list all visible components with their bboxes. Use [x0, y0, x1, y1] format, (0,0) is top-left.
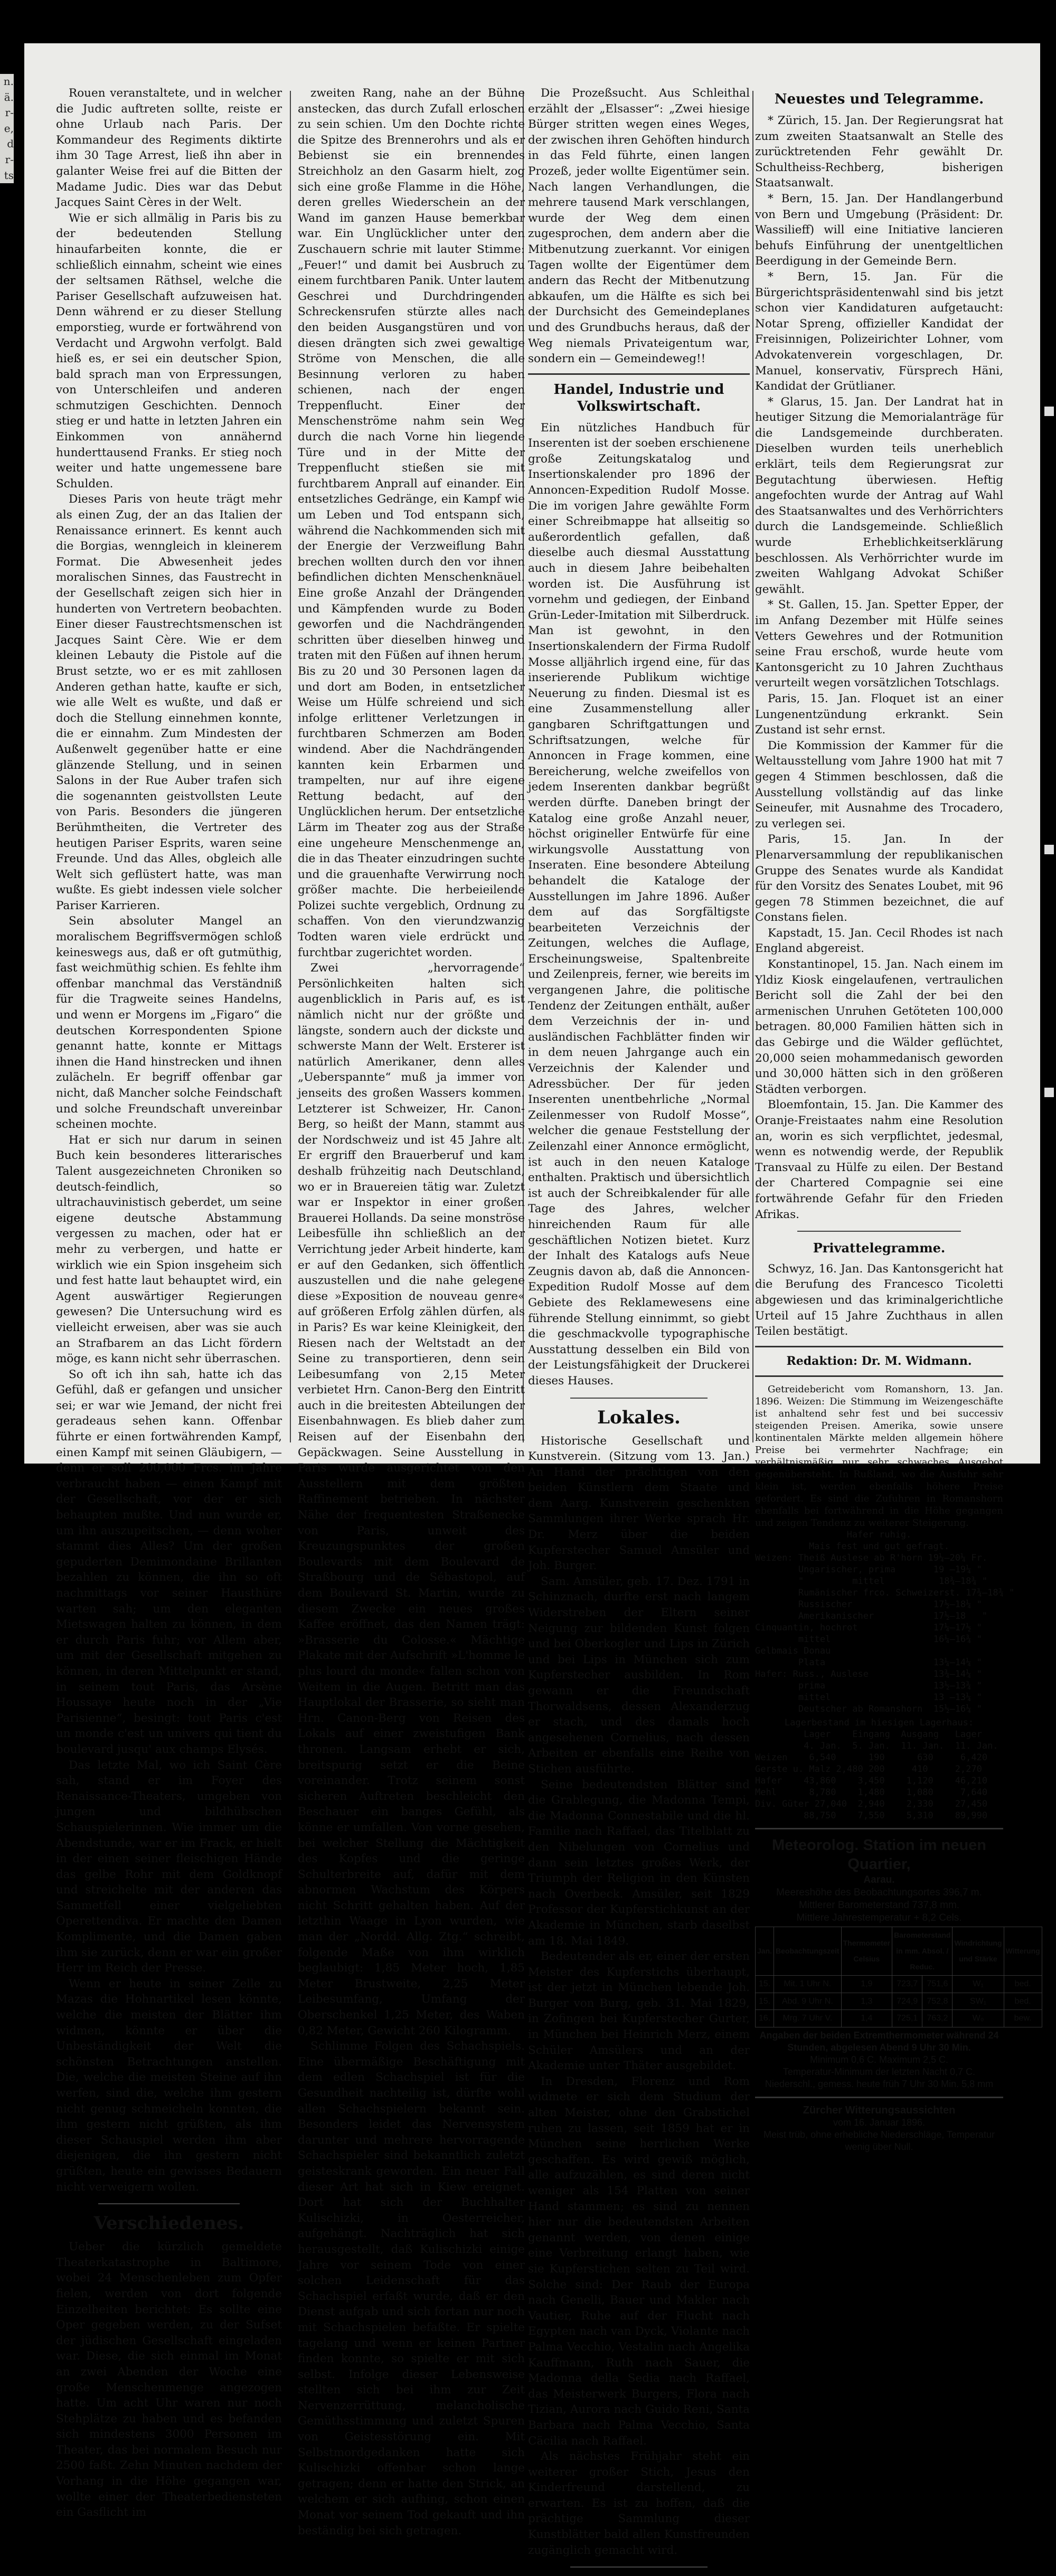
telegram: Paris, 15. Jan. Floquet ist an einer Lungenentzündung erkrankt. Sein Zustand ist sehr ernst.	[755, 692, 1003, 737]
section-divider	[570, 1398, 708, 1399]
table-cell: bed.	[1004, 1993, 1042, 2010]
column-1	[56, 86, 282, 2521]
table-header: Witterung	[1004, 1927, 1042, 1976]
paragraph: Hat er sich nur darum in seinen Buch kein besonderes litterarisches Talent ausgezeichneten Chroniken so deutsch-feindlich, so ultrachauvinistisch geberdet, um seine eigene deutsche Abstammung vergessen zu machen, oder hat er mehr zu verbergen, und hatte er wirklich wie ein Spion insgeheim sich und fest hatte laut behauptet wird, ein Agent auswärtiger Regierungen gewesen? Die Untersuchung wird es vielleicht erweisen, aber was sie auch an Strafbarem an das Licht fördern möge, es kann nicht sehr überraschen.	[56, 1133, 282, 1366]
section-heading-verschiedenes: Verschiedenes.	[93, 2213, 244, 2234]
table-row	[756, 1976, 1042, 1993]
grain-price-list: Weizen: Theiß Auslese ab R'horn 19¼–20¼ Fr. Ungarischer, prima 19 –19¼ " " mittel 18¾–18¾ " Rumänischer frco. Schweizerst. 17¾–18¾ " Russischer 17½–18¼ " Amerikanischer 17½–18 " Cinquantin, hochrot 17¼–17½ " mittel 16¼–16¾ " Gelbmais Donau Plata 13¼–14¼ " Hafer: Russ., Auslese 13¾–14¼ " prima 13½–13¾ " mittel 13 –13¼ " Deutscher ab Romanshorn 15½–16¼ "	[755, 1553, 1015, 1715]
edge-fragment: r-	[0, 152, 14, 168]
forecast-text: Meist trüb, ohne erhebliche Niederschläge, Temperatur wenig über Null.	[763, 2129, 995, 2152]
table-header: Jan.	[756, 1927, 774, 1976]
min-max-readout: Minimum 0,6 C. Maximum 2,5 C.	[809, 2054, 949, 2065]
table-cell: Mit. 1 Uhr N.	[774, 1976, 842, 1993]
section-divider	[98, 2203, 240, 2204]
paragraph: Wenn er heute in seiner Zelle zu Mazas die Hohnartikel lesen könnte, welche die meisten der Blätter ihm widmen, könnte er über die Unbeständigkeit der Welt die schönsten Betrachtungen anstellen. Die, welche die meisten Steine auf ihn werfen, sind die, welche ihm gestern nicht genug schmeicheln konnten, die ihm gestern nicht grüßten, als ihm dieser Schauspiel werden ihm aber diejenigen, die ihn gestern nicht grüßten, heute ein gewisses Bedauern nicht verweigern wollen.	[56, 1977, 282, 2194]
telegram: Bloemfontain, 15. Jan. Die Kammer des Oranje-Freistaates nahm eine Resolution an, worin es sich verpflichtet, jedesmal, wenn es notwendig werde, der Republik Transvaal zu Hülfe zu eilen. Der Bestand der Chartered Compagnie sei eine fortwährende Gefahr für den Frieden Afrikas.	[755, 1098, 1003, 1221]
table-cell: W₀	[953, 2010, 1004, 2027]
section-divider	[755, 1346, 1003, 1347]
night-minimum: Temperatur-Minimum der letzten Nacht 0,7 C.	[782, 2066, 976, 2077]
scan-margin-mark	[1044, 845, 1054, 854]
edge-fragment: ts	[0, 168, 14, 184]
paragraph: Ueber die kürzlich gemeldete Theaterkatastrophe in Baltimore, wobei 24 Menschenleben zum Opfer fielen, werden von dort folgende Einzelheiten berichtet: Es sollte eine Oper gegeben werden, zu der Sufset der jüdischen Gesellschaft eingeladen war. Diese, die sich einmal im Monat an zwei Abenden der Woche eine große Menschenmenge angezogen hatte. Um acht Uhr waren nur noch Stehplätze zu haben und es befanden sich mindestens 3000 Personen im Theater, das bei normalem Besuch nur 2500 faßt. Zehn Minuten nachdem der Vorhang in die Höhe gegangen war, wollte einer der Theaterbediensteten ein Gasflicht im	[56, 2240, 282, 2520]
telegram: * St. Gallen, 15. Jan. Spetter Epper, der im Anfang Dezember mit Hülfe seines Vetters Gewehres und der Rotmunition seine Frau erschoß, wurde heute vom Kantonsgericht zu 10 Jahren Zuchthaus verurteilt wegen vorsätzlichen Totschlags.	[755, 598, 1003, 690]
table-row	[756, 1993, 1042, 2010]
table-cell: 752,8	[922, 1993, 953, 2010]
telegram: Kapstadt, 15. Jan. Cecil Rhodes ist nach England abgereist.	[755, 926, 1003, 956]
weather-station-place: Aarau.	[863, 1874, 895, 1886]
edge-fragment: ä.	[0, 90, 14, 106]
section-divider	[797, 1231, 961, 1232]
weather-table	[755, 1927, 1042, 2027]
table-cell: W₁	[953, 1976, 1004, 1993]
paragraph: Das letzte Mal, wo ich Saint Cère sah, stand er im Foyer des Renaissance-Theaters, umgeben von jungen und bildhübschen Schauspielerinnen. Wie immer um die Abendstunde, war er im Frack, er hielt in der einen seiner fleischigen Hände das gelbe Rohr mit dem Goldknopf und streichelte mit der anderen das Sammetfell einer vielgeliebten Operettendiva. Er machte den Damen Komplimente, und die Damen gaben ihm sie zurück, denn er war ein großer Herr im Reich der Presse.	[56, 1758, 282, 1975]
table-cell: 1,9	[841, 1976, 892, 1993]
table-cell: 15.	[756, 1993, 774, 2010]
section-heading-lokales: Lokales.	[597, 1407, 681, 1428]
paragraph: Als nächstes Frühjahr steht ein weiterer großer Stich, Jesus den Kinderfreund darstellend, zu erwarten. Es ist zu hoffen, daß die prächtige Sammlung dieser Kunstblätter bald allen Kunstfreunden zugänglich gemacht wird.	[528, 2450, 750, 2557]
column-4	[755, 86, 1040, 2153]
telegram: Die Kommission der Kammer für die Weltausstellung vom Jahre 1900 hat mit 7 gegen 4 Stimmen beschlossen, daß die Ausstellung vollständig auf das linke Seineufer, mit Ausnahme des Trocadero, zu verlegen sei.	[755, 739, 1003, 831]
section-heading-handel: Handel, Industrie und Volkswirtschaft.	[553, 381, 724, 414]
section-divider	[528, 373, 750, 375]
weather-station-info: Meereshöhe des Beobachtungsortes 396,7 m.	[776, 1887, 982, 1899]
table-header: Windrichtung und Stärke	[953, 1927, 1004, 1976]
table-cell: 723,7	[892, 1976, 922, 1993]
weather-station-title: Meteorolog. Station im neuen Quartier,	[771, 1837, 986, 1873]
weather-station-info: Mittlere Jahrestemperatur + 8,2 Cels.	[796, 1912, 962, 1924]
section-divider	[755, 1375, 1003, 1377]
grain-report: Getreidebericht vom Romanshorn, 13. Jan. 1896. Weizen: Die Stimmung im Weizengeschäfte ist anhaltend sehr fest und bei successiv steigenden Preisen. Amerika, sowie unsere kontinentalen Märkte melden allgemein höhere Preise bei vermehrter Nachfrage; ein verhältnismäßig nur sehr schwaches Ausgebot gegenübersteht. In Rußland, wo die Ausfuhr sehr klein ist, werden ebenfalls höhere Preise gefordert. Es sind die Zufuhren in Romanshorn ebenfalls bei fortwährend in die Höhe gegangen und zeigen Tendenz zu weiterer Steigerung.	[755, 1384, 1003, 1529]
grain-subtitle: Hafer ruhig. Mais fest und gut gefragt.	[808, 1530, 950, 1552]
edge-fragment: d	[0, 136, 14, 152]
paragraph: Ein nützliches Handbuch für Inserenten ist der soeben erschienene große Zeitungskatalog und Insertionskalender pro 1896 der Annoncen-Expedition Rudolf Mosse. Die im vorigen Jahre gewählte Form einer Schreibmappe hat allseitig so außerordentlich gefallen, daß dieselbe auch diesmal Ausstattung auch in diesem Jahre beibehalten worden ist. Die Ausführung ist vornehm und gediegen, der Einband Grün-Leder-Imitation mit Silberdruck. Man ist gewohnt, in den Insertionskalendern der Firma Rudolf Mosse alljährlich irgend eine, für das inserierende Publikum wichtige Neuerung zu finden. Diesmal ist es eine Zusammenstellung aller gangbaren Schriftgattungen und Schriftsatzungen, welche für Annoncen in Frage kommen, eine Bereicherung, welche zweifellos von jedem Inserenten dankbar begrüßt werden dürfte. Daneben bringt der Katalog eine große Anzahl neuer, höchst origineller Entwürfe für eine wirkungsvolle Ausstattung von Inseraten. Eine besondere Abteilung behandelt die Kataloge der Ausstellungen im Jahre 1896. Außer dem auf das Sorgfältigste bearbeiteten Verzeichnis der Zeitungen, welches die Auflage, Erscheinungsweise, Spaltenbreite und Zeilenpreis, ferner, wie bereits im vergangenen Jahre, die politische Tendenz der Zeitungen enthält, außer dem Verzeichnis der in- und ausländischen Fachblätter finden wir in dem neuen Jahrgange auch ein Verzeichnis der Kalender und Adressbücher. Der für jeden Inserenten unentbehrliche „Normal Zeilenmesser von Rudolf Mosse“, welcher die genaue Feststellung der Zeilenzahl einer Annonce ermöglicht, ist auch in den neuen Kataloge enthalten. Praktisch und übersichtlich ist auch der Schreibkalender für alle Tage des Jahres, welcher hinreichenden Raum für alle geschäftlichen Notizen bietet. Kurz der Inhalt des Katalogs aufs Neue Zeugnis davon ab, daß die Annoncen-Expedition Rudolf Mosse auf dem Gebiete des Reklamewesens eine führende Stellung einnimmt, so giebt die geschmackvolle typographische Ausstattung desselben ein Bild von der Leistungsfähigkeit der Druckerei dieses Hauses.	[528, 421, 750, 1388]
paragraph: Wie er sich allmälig in Paris bis zu der bedeutenden Stellung hinaufarbeiten konnte, die er schließlich einnahm, scheint wie eines der seltsamen Räthsel, welche die Pariser Gesellschaft aufzuweisen hat. Denn während er zu dieser Stellung emporstieg, wurde er fortwährend von Verdacht und Argwohn verfolgt. Bald hieß es, er sei ein deutscher Spion, bald sprach man von Erpressungen, von Unterschleifen und anderen schmutzigen Geschichten. Dennoch stieg er und hatte in letzten Jahren ein Einkommen von annähernd hunderttausend Franks. Er stieg noch weiter und hatte ungemessene bare Schulden.	[56, 211, 282, 490]
scan-margin-mark	[1044, 1088, 1054, 1097]
telegram: Konstantinopel, 15. Jan. Nach einem im Yldiz Kiosk eingelaufenen, vertraulichen Bericht soll die Zahl der bei den armenischen Unruhen Getöteten 100,000 betragen. 80,000 Familien hätten sich in das Gebirge und die Wälder geflüchtet, 20,000 seien mohammedanisch geworden und 30,000 hätten sich in den größeren Städten verborgen.	[755, 958, 1003, 1096]
telegram: Schwyz, 16. Jan. Das Kantonsgericht hat die Berufung des Francesco Ticoletti abgewiesen und das kriminalgerichtliche Urteil auf 15 Jahre Zuchthaus in allen Teilen bestätigt.	[755, 1262, 1003, 1338]
table-cell: bew.	[1004, 2010, 1042, 2027]
table-header: Beobachtungszeit	[774, 1927, 842, 1976]
section-heading-telegramme: Neuestes und Telegramme.	[774, 91, 984, 107]
paragraph: Dieses Paris von heute trägt mehr als einen Zug, der an das Italien der Renaissance erinnert. Es kennt auch die Borgias, wenngleich in kleinerem Format. Die Abwesenheit jedes moralischen Sinnes, das Faustrecht in der Gesellschaft zeigen sich hier in hunderten von Vertretern beobachten. Einer dieser Faustrechtsmenschen ist Jacques Saint Cère. Wie er dem kleinen Lebauty die Pistole auf die Brust setzte, wo er es mit zahllosen Anderen gethan hatte, kaufte er sich, wie alle Welt es wußte, und daß er doch die Stellung einnehmen konnte, die er einnahm. Zum Mindesten der Außenwelt gegenüber hatte er eine glänzende Stellung, und in seinen Salons in der Rue Auber trafen sich die sogenannten geistvollsten Leute von Paris. Besonders die jüngeren Berühmtheiten, die Vertreter des heutigen Pariser Esprits, waren seine Freunde. Und das Alles, obgleich alle Welt sich geflüstert hatte, was man wußte. Es giebt indessen viele solcher Pariser Karrieren.	[56, 493, 282, 912]
table-header-row	[756, 1927, 1042, 1976]
table-cell: 725,1	[892, 2010, 922, 2027]
edge-fragment: n.	[0, 74, 14, 90]
paragraph: Schlimme Folgen des Schachspiels. Eine übermäßige Beschäftigung mit dem edlen Schachspiel ist für die Gesundheit nachteilig ist, dürfte wohl allen Schachspielern bekannt sein. Besonders leidet das Nervensystem darunter und mehrere hervorragende Schachspieler sind bekanntlich zuletzt geisteskrank geworden. Ein neuer Fall dieser Art hat sich in Kiew ereignet. Dort hat sich der Buchhalter Kulischizki, in Oesterreicher, aufgehängt. Nachträglich hat sich herausgestellt, daß Kulischizki einige Jahre vor seinem Tode von einer solchen Leidenschaft für das Schachspiel erfaßt wurde, daß er den Dienst aufgab und sich fortan nur noch mit Schachspielen befaßte. Er spielte tagelang und wenn er keinen Partner finden konnte, so spielte er mit sich selbst. Infolge dieser Lebensweise stellten sich bei ihm zur Zeit Nervenzerrüttung, melancholische Gemüthsstimmung und zuletzt Spuren von Geistesstörung ein. Mit Selbstmordgedanken hatte sich Kulischizki offenbar schon lange getragen; denn er hatte den Strick, an welchem er sich aufhing, schon einen Monat vor seinem Tod gekauft und ihn beständig bei sich getragen.	[298, 2040, 525, 2537]
column-rule	[752, 91, 753, 1442]
paragraph: Historische Gesellschaft und Kunstverein. (Sitzung vom 13. Jan.) An Hand der prächtigen von den beiden Künstlern dem Staate und dem Aarg. Kunstverein geschenkten Sammlungen ihrer Werke sprach Hr. Dr. Merz über die beiden Kupferstecher Samuel Amsüler und Joh. Burger.	[528, 1434, 750, 1573]
section-heading-privattelegramme: Privattelegramme.	[813, 1240, 946, 1256]
table-cell: 751,6	[922, 1976, 953, 1993]
table-cell: Mrg. 7 Uhr V.	[774, 2010, 842, 2027]
precipitation: Niederschl., gemess. heute früh 7 Uhr 30 Min. 5,8 mm	[765, 2078, 994, 2089]
table-cell: 763,2	[922, 2010, 953, 2027]
paragraph: zweiten Rang, nahe an der Bühne anstecken, das durch Zufall erloschen zu sein schien. Um den Dochte richte die Spitze des Brennerohrs und als er Bebienst sie ein brennendes Streichholz an den Gasarm hielt, zog sich eine große Flamme in die Höhe, deren grelles Wiederschein an der Wand im ganzen Hause bemerkbar war. Ein Unglücklicher unter den Zuschauern schrie mit lauter Stimme: „Feuer!“ und damit bei Ausbruch zu einem furchtbaren Panik. Unter lautem Geschrei und Durchdringenden Schreckensrufen stürzte alles nach den beiden Ausgangstüren und von diesen drängten sich zwei gewaltige Ströme von Menschen, die alle Besinnung verloren zu haben schienen, nach der engen Treppenflucht. Einer der Menschenströme nahm sein Weg durch die nach Vorne hin liegende Türe und in der Mitte der Treppenflucht stießen sie mit furchtbarem Anprall auf einander. Ein entsetzliches Gedränge, ein Kampf wie um Leben und Tod entspann sich, während die Nachkommenden sich mit der Energie der Verzweiflung Bahn brechen wollten durch den vor ihnen befindlichen dichten Menschenknäuel. Eine große Anzahl der Drängenden und Kämpfenden wurde zu Boden geworfen und die Nachdrängenden schritten über dieselben hinweg und traten mit den Füßen auf ihnen herum. Bis zu 20 und 30 Personen lagen da und dort am Boden, in entsetzlicher Weise um Hülfe schreiend und sich infolge erlittener Verletzungen in furchtbaren Schmerzen am Boden windend. Aber die Nachdrängenden kannten kein Erbarmen und trampelten, nur auf ihre eigene Rettung bedacht, auf den Unglücklichen herum. Der entsetzliche Lärm im Theater zog aus der Straße eine ungeheure Menschenmenge an, die in das Theater einzudringen suchte und die grauenhafte Verwirrung noch größer machte. Die herbeieilende Polizei suchte vergeblich, Ordnung zu schaffen. Von den vierundzwanzig Todten waren viele erdrückt und furchtbar zugerichtet worden.	[298, 87, 525, 959]
newspaper-page	[24, 43, 1040, 2557]
table-row	[756, 2010, 1042, 2027]
section-divider	[570, 2566, 708, 2568]
paragraph: So oft ich ihn sah, hatte ich das Gefühl, daß er gefangen und unsicher sei; er war wie Jemand, der nicht frei geradeaus sehen kann. Offenbar führte er einen fortwährenden Kampf, einen Kampf mit seinen Gläubigern, — denn er soll 200,000 Frcs. im Jahre verbraucht haben — einen Kampf mit der Gesellschaft, vor der er sich behaupten mußte. Und nun wurde er, um ihn auszupeitschen, — denn woher stammt dies Alles? Um der großen gepuderten Demimondaine Brillanten bezahlen zu können, die ihn so oft nachmittags vor seiner Hausthüre warten sah; um den eleganten Mietswagen halten zu können, in dem er durch Paris fuhr; vor Allem aber, um mit der Gesellschaft mitgehen zu können, in deren Mittelpunkt er stand, in seinem tout Paris, das Arsène Houssaye heute noch in der „Vie Parisienne“, besingt: tout Paris c'est un monde c'est un univers qui tient du boulevard jusqu' aux champs Elysés.	[56, 1367, 282, 1756]
stock-title: Lagerbestand im hiesigen Lagerhaus:	[784, 1718, 974, 1729]
scan-margin-mark	[1044, 407, 1054, 416]
adjacent-page-edge	[0, 74, 21, 1436]
table-cell: 16.	[756, 2010, 774, 2027]
section-divider	[755, 2097, 1003, 2098]
stock-table: Lager Eingang Ausgang Lager 4. Jan. 5. Jan. 11. Jan. 11. Jan. Weizen 6,540 190 630 6,420 Gerste u. Malz 2,480 200 410 2,270 Hafer 43,860 3,450 1,120 46,210 Mehl 8,780 1,480 1,080 7,640 Div. Güter 27,040 2,940 2,330 27,450 88,750 7,550 5,310 89,990	[755, 1729, 998, 1822]
table-cell: 15.	[756, 1976, 774, 1993]
editor-credit: Redaktion: Dr. M. Widmann.	[786, 1354, 972, 1368]
telegram: Paris, 15. Jan. In der Plenarversammlung der republikanischen Gruppe des Senates wurde als Kandidat für den Vorsitz des Senates Loubet, mit 96 gegen 78 Stimmen bezeichnet, die auf Constans fielen.	[755, 833, 1003, 924]
telegram: * Bern, 15. Jan. Der Handlangerbund von Bern und Umgebung (Präsident: Dr. Wassilieff) will eine Initiative lancieren behufs Einführung der unentgeltlichen Beerdigung in der Gemeinde Bern.	[755, 192, 1003, 268]
telegram: * Bern, 15. Jan. Für die Bürgerichtspräsidentenwahl sind bis jetzt schon vier Kandidaturen aufgetaucht: Notar Spreng, offizieller Kandidat der Freisinnigen, Polizeirichter Lohner, vom Advokatenverein vorgeschlagen, Dr. Manuel, konservativ, Fürsprech Häni, Kandidat der Grütlianer.	[755, 270, 1003, 393]
paragraph: In Dresden, Florenz und Rom widmete er sich dem Studium der alten Meister, ohne den Grabstichel ruhen zu lassen, seit 1859 hat er in München seine herrlichen Werke geschaffen. Es wird gewiß möglich, alle aufzuzählen, es sind deren nicht weniger als 154 Platten von seiner Hand stammen; es sind zu nennen hier nur die bedeutendsten Arbeiten genannt werden, von denen einige eine Verbreitung erlangt haben, wie sie Kupferstichen selten zu Teil wird. Solche sind: Der Raub der Europa nach Genelli, Bauer und Makler nach Vautier, Ruhe auf der Flucht nach Egypten nach van Dyck, Violante nach Palma Vecchio, Vestalin nach Angelika Kauffmann, Ruth nach Sauer, die Madonna della Sedia nach Raffael, das Meisterwerk Burgers, Flora nach Tizian, Aurora nach Guido Reni, Santa Barbara nach Palma Vecchio, Santa Cäcilia nach Raffael.	[528, 2074, 750, 2448]
telegram: * Glarus, 15. Jan. Der Landrat hat in heutiger Sitzung die Memorialanträge für die Landsgemeinde durchberaten. Dieselben wurden teils unerheblich erklärt, teils dem Regierungsrat zur Begutachtung überwiesen. Heftig angefochten wurde der Antrag auf Wahl des Staatsanwaltes und des Verhörrichters durch die Landsgemeinde. Schließlich wurde Erheblichkeitserklärung beschlossen. Als Verhörrichter wurde im zweiten Wahlgang Advokat Schißer gewählt.	[755, 395, 1003, 596]
paragraph: Bedeutender als er, einer der ersten Meister des Kupferstichs überhaupt, ist der jetzt in München lebende Joh. Burger von Burg, geb. 31. Mai 1829, in Zofingen bei Kupferstecher Gurter, in München bei Heinrich Merz, einem Schüler Amsülers und an der Akademie unter Thäter ausgebildet.	[528, 1950, 750, 2073]
table-cell: bed.	[1004, 1976, 1042, 1993]
column-3	[528, 86, 750, 2576]
section-divider	[755, 1828, 1003, 1829]
extreme-thermometer-note: Angaben der beiden Extremthermometer während 24 Stunden, abgelesen Abend 9 Uhr 30 Min.	[759, 2030, 999, 2053]
table-header: Thermometer Celsius	[841, 1927, 892, 1976]
telegram: * Zürich, 15. Jan. Der Regierungsrat hat zum zweiten Staatsanwalt an Stelle des zurücktretenden Fehr gewählt Dr. Schultheiss-Rechberg, bisherigen Staatsanwalt.	[755, 114, 1003, 190]
table-cell: SW₁	[953, 1993, 1004, 2010]
table-header: Barometerstand in mm. Absol. / Reduc.	[892, 1927, 953, 1976]
edge-fragment: r-	[0, 105, 14, 121]
table-cell: 724,9	[892, 1993, 922, 2010]
edge-fragment: e,	[0, 121, 14, 137]
forecast-title: Zürcher Witterungsaussichten	[803, 2104, 956, 2116]
paragraph: Seine bedeutendsten Blätter sind die Grablegung, die Madonna Tempi, die Madonna Connestabile und die hl. Familie nach Raffael, das Titelblatt zu den Nibelungen von Cornelius und dann sein letztes großes Werk, der Triumph der Religion in den Künsten nach Overbeck. Amsüler, seit 1829 Professor der Kupferstichkunst an der Akademie in München, starb daselbst am 18. Mai 1849.	[528, 1778, 750, 1948]
column-rule	[290, 91, 291, 1442]
paragraph: Zwei „hervorragende“ Persönlichkeiten halten sich augenblicklich in Paris auf, es ist nämlich nicht nur der größte und längste, sondern auch der dickste und schwerste Mann der Welt. Ersterer ist natürlich Amerikaner, denn alles „Ueberspannte“ muß ja immer von jenseits des großen Wassers kommen. Letzterer ist Schweizer, Hr. Canon-Berg, so heißt der Mann, stammt aus der Nordschweiz und ist 45 Jahre alt. Er ergriff den Brauerberuf und kam deshalb frühzeitig nach Deutschland, wo er in Brauereien tätig war. Zuletzt war er Inspektor in einer großen Brauerei Hollands. Da seine monströse Leibesfülle ihn schließlich an der Verrichtung jeder Arbeit hinderte, kam er auf den Gedanken, sich öffentlich auszustellen und die nahe gelegene diese »Exposition de nouveau genre« auf größeren Erfolg zählen dürfen, als in Paris? Es war keine Kleinigkeit, den Riesen nach der Weltstadt an der Seine zu transportieren, denn sein Leibesumfang von 2,15 Meter verbietet Hrn. Canon-Berg den Eintritt auch in die breitesten Abteilungen der Eisenbahnwagen. Es blieb daher zum Reisen auf der Eisenbahn den Gepäckwagen. Seine Ausstellung in Paris wurde ausgerichtet von den Ausstellern mit dem größten Raffinement betrieben. In nächster Nähe der frequentesten Straßenecke von Paris, unweit des Kreuzungspunktes der großen Boulevards mit dem Boulevard de Straßbourg und de Sébastopol, auf dem Boulevard St. Martin, wurde zu diesem Zwecke ein neues großes Kaffee eröffnet, das den Namen trägt: »Brasserie du Colosse.« Mächtige Plakate mit der Aufschrift »L'homme le plus lourd du monde« fallen schon von Weitem in die Augen. Betritt man das Hauptlokal der Brasserie, so sieht man Hrn. Canon-Berg von Reisen des Lokals auf einer zweistufigen Bank thronen. Langsam erhebt er sich, breitspurig setzt er die Beine voreinander. Trotz seinem sonst sicheren Auftreten beschleicht den Beschauer ein banges Gefühl, als könne er umfallen. Von vorne gesehen, bei welcher Stellung die Mächtigkeit des Kopfes und die geringe Schulterbreite auf, dafür mit dem abnormen Wachstum des Körpers nicht Schritt gehalten haben. Auf der letzthin Waage in Lyon wurden, wie man der „Nordd. Allg. Ztg.“ schreibt, folgende Maße von ihm wirklich beglaubigt: 1,85 Meter hoch, 1,85 Meter Brustweite, 2,25 Meter Leibesumfang, Umfang der Oberschenkel 1,25 Meter, des Waben 0,82 Meter, Gewicht 260 Kilogramm.	[298, 961, 525, 2037]
paragraph: Sam. Amsüler, geb. 17. Dez. 1791 in Schinznach, durfte erst nach langem Widerstreben der Eltern seiner Neigung zur bildenden Kunst folgen und bei Oberkogler und Lips in Zürich und bei Lips in München sich zum Kupferstecher ausbilden. In Rom gewann er die Freundschaft Thorwaldsens, dessen Alexanderzug er stach, und des damals hoch angesehenen Cornelius, nach dessen Arbeiten er ebenfalls eine Reihe von Stichen ausführte.	[528, 1574, 750, 1776]
table-cell: 1,4	[841, 2010, 892, 2027]
weather-station-info: Mittlerer Barometerstand 737,8 mm.	[798, 1900, 960, 1911]
table-cell: Abd. 9 Uhr N.	[774, 1993, 842, 2010]
paragraph: Sein absoluter Mangel an moralischem Begriffsvermögen schloß keineswegs aus, daß er oft gutmüthig, fast weichmüthig schien. Es fehlte ihm offenbar manchmal das Verständniß für die Tragweite seines Handelns, und wenn er Morgens im „Figaro“ die deutschen Korrespondenten Spione genannt hatte, konnte er Mittags ihnen die Hand hinstrecken und ihnen zulächeln. Er begriff offenbar gar nicht, daß Mancher solche Feindschaft und solche Freundschaft unvereinbar scheinen mochte.	[56, 914, 282, 1131]
paragraph: Die Prozeßsucht. Aus Schleithal erzählt der „Elsasser“: „Zwei hiesige Bürger stritten wegen eines Weges, der zwischen ihren Gehöften hindurch in das Feld führte, einen langen Prozeß, jeder wollte Eigentümer sein. Nach langen Verhandlungen, die mehrere tausend Mark verschlangen, wurde der Weg dem einen zugesprochen, dem andern aber die Mitbenutzung zuerkannt. Vor einigen Tagen wollte der Eigentümer dem andern das Recht der Mitbenutzung abkaufen, um die Hälfte es sich bei der Durchsicht des Gemeindeplanes und des Grundbuchs heraus, daß der Weg niemals Privateigentum war, sondern ein — Gemeindeweg!!	[528, 87, 750, 366]
forecast-date: vom 16. Januar 1896.	[833, 2117, 926, 2128]
paragraph: Rouen veranstaltete, und in welcher die Judic auftreten sollte, reiste er ohne Urlaub nach Paris. Der Kommandeur des Regiments diktirte ihm 30 Tage Arrest, ließ ihn aber in galanter Weise frei auf die Bitten der Madame Judic. Dies war das Debut Jacques Saint Cères in der Welt.	[56, 87, 282, 210]
table-cell: 1,3	[841, 1993, 892, 2010]
column-2	[298, 86, 525, 2539]
